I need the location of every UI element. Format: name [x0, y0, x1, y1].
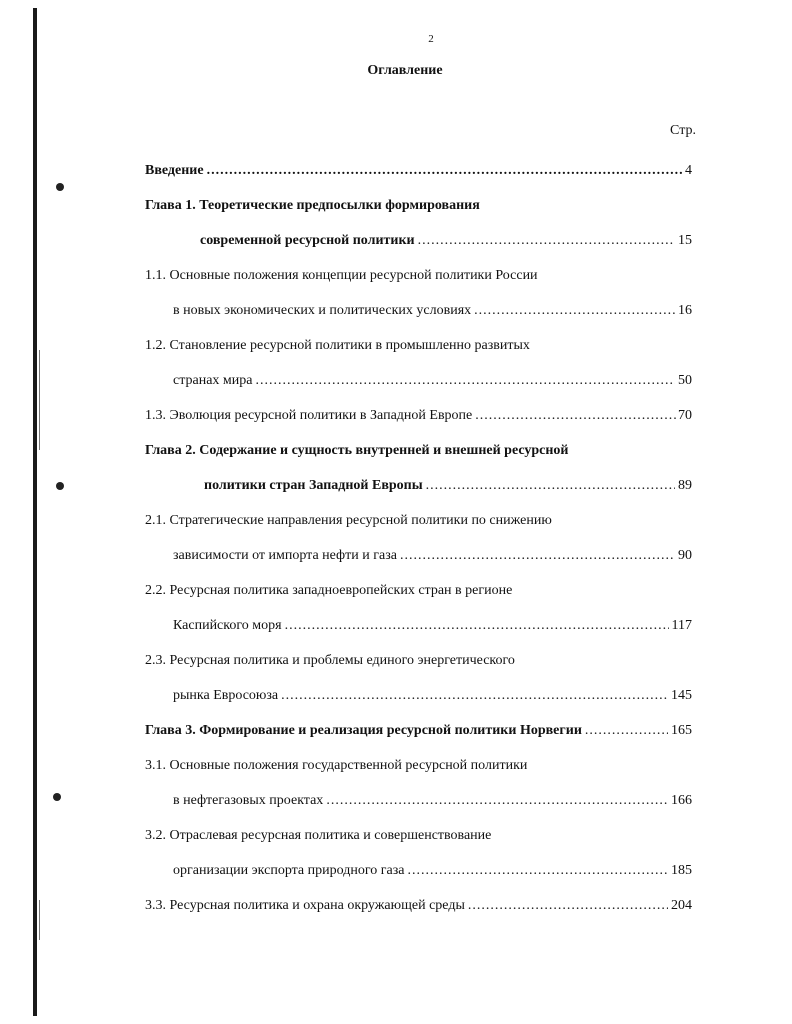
scan-binding-edge: [33, 8, 37, 1016]
toc-entry-page: 117: [671, 618, 692, 633]
scan-edge-mark: [39, 350, 40, 450]
toc-entry-3-2-cont: [173, 861, 692, 881]
scan-edge-mark: [39, 900, 40, 940]
toc-entry-page: 166: [671, 793, 692, 808]
toc-entry-2-1-cont: [173, 546, 692, 566]
leader-dots: [256, 371, 676, 391]
toc-entry-2-2: 2.2. Ресурсная политика западноевропейских стран в регионе: [145, 583, 513, 598]
toc-entry-page: 90: [678, 548, 692, 563]
toc-entry-title: 1.3. Эволюция ресурсной политики в Западной Европе: [145, 408, 473, 423]
toc-entry-title: в новых экономических и политических условиях: [173, 303, 472, 318]
leader-dots: [400, 546, 675, 566]
toc-entry-2-3-cont: [173, 686, 692, 706]
leader-dots: [281, 686, 668, 706]
leader-dots: [285, 616, 669, 636]
toc-entry-page: 50: [678, 373, 692, 388]
toc-entry-title: 3.3. Ресурсная политика и охрана окружающей среды: [145, 898, 465, 913]
toc-entry-page: 165: [671, 723, 692, 738]
toc-entry-introduction: [145, 161, 692, 181]
toc-entry-chapter-2: Глава 2. Содержание и сущность внутренней и внешней ресурсной: [145, 443, 569, 458]
leader-dots: [407, 861, 668, 881]
toc-entry-chapter-1-cont: [200, 231, 692, 251]
leader-dots: [475, 406, 678, 426]
toc-entry-3-3: [145, 896, 692, 916]
toc-entry-chapter-1: Глава 1. Теоретические предпосылки формирования: [145, 198, 480, 213]
toc-entry-chapter-3: [145, 721, 692, 741]
punch-hole-mark: [53, 793, 61, 801]
toc-entry-3-1: 3.1. Основные положения государственной ресурсной политики: [145, 758, 528, 773]
toc-entry-title: политики стран Западной Европы: [204, 478, 423, 493]
page-number: 2: [428, 33, 434, 45]
toc-entry-page: 145: [671, 688, 692, 703]
toc-entry-1-2: 1.2. Становление ресурсной политики в промышленно развитых: [145, 338, 530, 353]
toc-entry-page: 15: [678, 233, 692, 248]
toc-entry-title: Введение: [145, 163, 204, 178]
leader-dots: [426, 476, 675, 496]
toc-entry-title: организации экспорта природного газа: [173, 863, 405, 878]
leader-dots: [326, 791, 668, 811]
toc-entry-title: зависимости от импорта нефти и газа: [173, 548, 397, 563]
leader-dots: [207, 161, 682, 181]
toc-entry-1-2-cont: [173, 371, 692, 391]
leader-dots: [585, 721, 668, 741]
toc-entry-chapter-2-cont: [204, 476, 692, 496]
toc-entry-1-1: 1.1. Основные положения концепции ресурсной политики России: [145, 268, 538, 283]
toc-entry-page: 70: [678, 408, 692, 423]
punch-hole-mark: [56, 482, 64, 490]
toc-entry-title: Глава 3. Формирование и реализация ресурсной политики Норвегии: [145, 723, 582, 738]
toc-entry-page: 89: [678, 478, 692, 493]
toc-entry-title: рынка Евросоюза: [173, 688, 279, 703]
leader-dots: [468, 896, 668, 916]
page-title: Оглавление: [367, 63, 443, 78]
toc-entry-3-2: 3.2. Отраслевая ресурсная политика и совершенствование: [145, 828, 492, 843]
toc-entry-page: 16: [678, 303, 692, 318]
toc-entry-title: современной ресурсной политики: [200, 233, 415, 248]
punch-hole-mark: [56, 183, 64, 191]
toc-entry-3-1-cont: [173, 791, 692, 811]
toc-entry-page: 204: [671, 898, 692, 913]
leader-dots: [474, 301, 675, 321]
toc-entry-page: 4: [685, 163, 692, 178]
toc-entry-1-3: [145, 406, 692, 426]
toc-entry-2-3: 2.3. Ресурсная политика и проблемы единого энергетического: [145, 653, 515, 668]
page-column-label: Стр.: [670, 123, 696, 138]
toc-entry-title: в нефтегазовых проектах: [173, 793, 324, 808]
toc-entry-title: Каспийского моря: [173, 618, 282, 633]
toc-entry-2-1: 2.1. Стратегические направления ресурсной политики по снижению: [145, 513, 552, 528]
toc-entry-title: странах мира: [173, 373, 253, 388]
toc-entry-2-2-cont: [173, 616, 692, 636]
leader-dots: [418, 231, 675, 251]
toc-entry-page: 185: [671, 863, 692, 878]
toc-entry-1-1-cont: [173, 301, 692, 321]
